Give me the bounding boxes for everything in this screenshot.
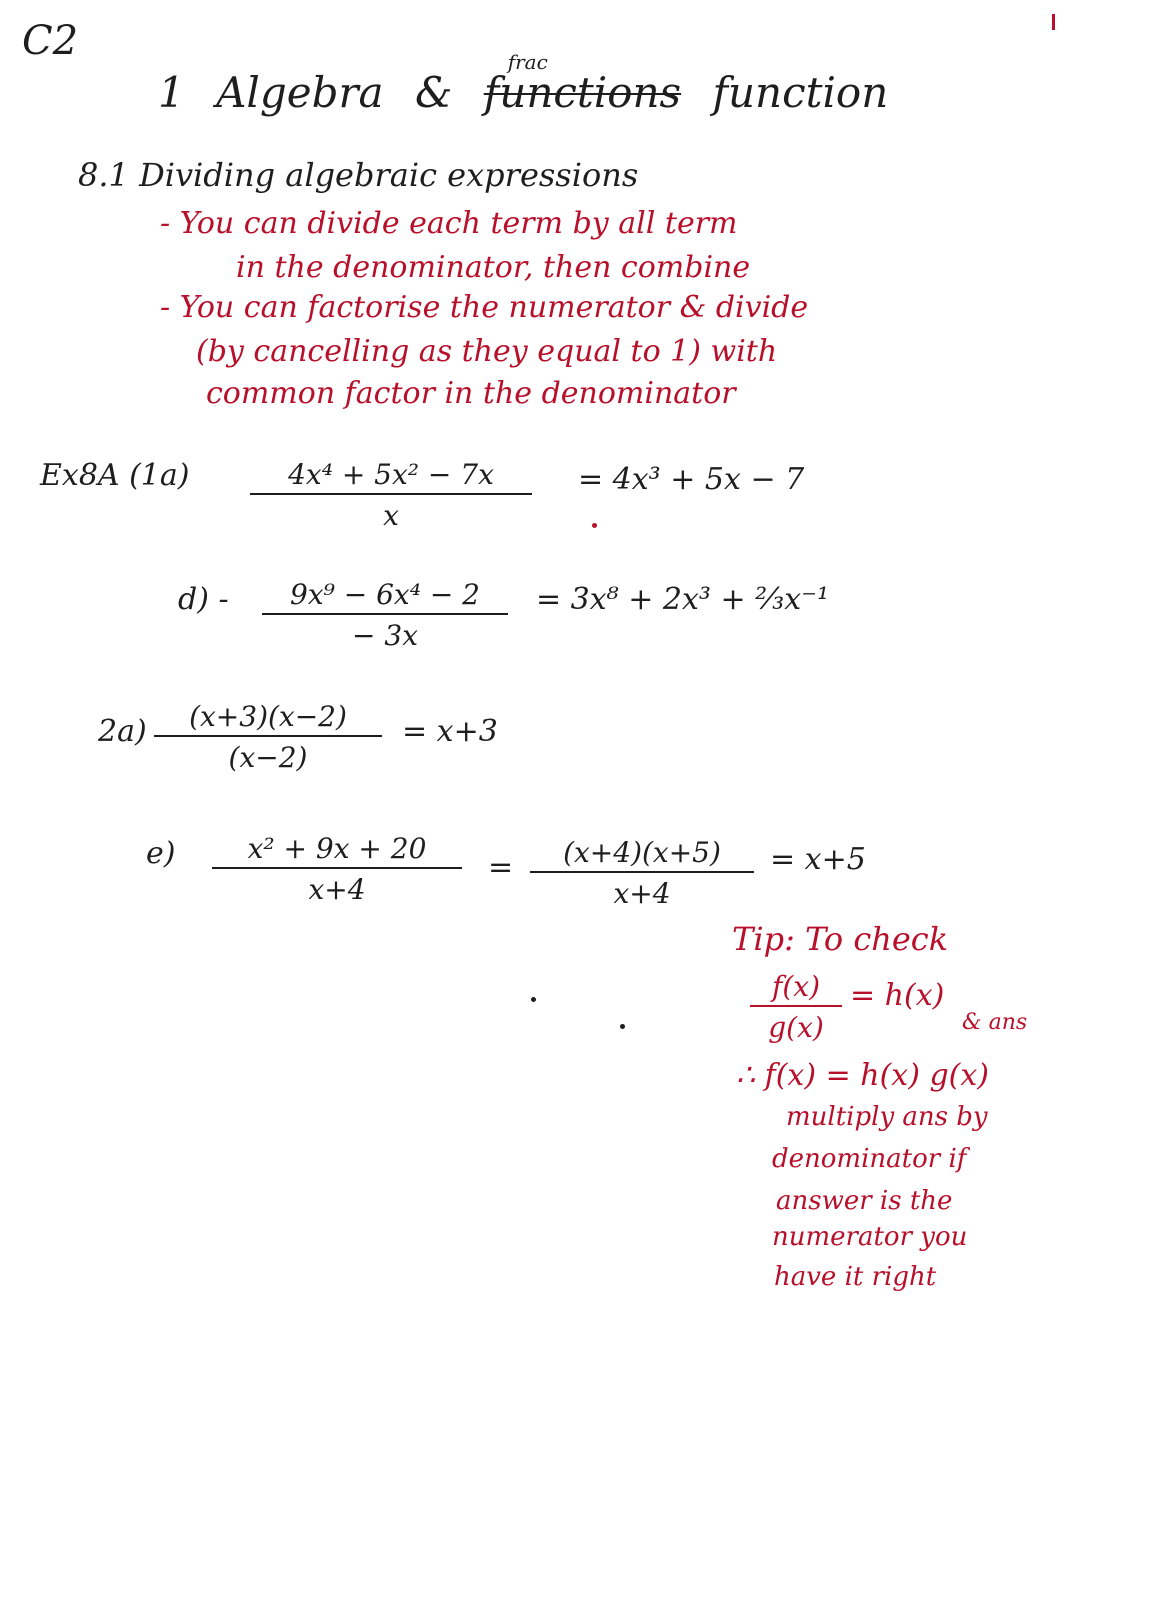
title-algebra: Algebra <box>216 68 384 117</box>
title-ampersand: & <box>414 68 453 117</box>
title-last-word: function <box>712 68 889 117</box>
exercise-2a-result: = x+3 <box>402 714 498 749</box>
tip-fraction <box>750 970 842 1044</box>
note-line-3: - You can factorise the numerator & divide <box>160 290 809 325</box>
exercise-2e-equals: = <box>488 850 514 885</box>
title-struck-word: functions <box>483 68 682 117</box>
exercise-2e-fraction <box>212 832 462 906</box>
exercise-1a-result: = 4x³ + 5x − 7 <box>578 462 805 497</box>
exercise-1a-label: Ex8A (1a) <box>40 458 190 493</box>
corner-label: C2 <box>22 18 79 64</box>
page-title <box>158 50 889 117</box>
note-line-1: - You can divide each term by all term <box>160 206 738 241</box>
tip-fraction-rhs: = h(x) <box>850 978 945 1013</box>
title-inserted-word: frac <box>507 50 548 74</box>
tip-fraction-denominator: g(x) <box>768 1011 824 1044</box>
note-line-2: in the denominator, then combine <box>236 250 751 285</box>
title-number: 1 <box>158 68 185 117</box>
exercise-1d-numerator: 9x⁹ − 6x⁴ − 2 <box>290 578 480 611</box>
exercise-2e-denominator: x+4 <box>308 873 366 906</box>
exercise-1a-denominator: x <box>383 499 399 532</box>
ink-dot <box>592 523 597 528</box>
tip-line-4: answer is the <box>776 1186 953 1216</box>
ink-dot <box>620 1024 625 1029</box>
tip-side-note: & ans <box>962 1010 1028 1035</box>
tip-fraction-numerator: f(x) <box>771 970 820 1003</box>
exercise-2a-label: 2a) <box>98 714 147 749</box>
exercise-2a-numerator: (x+3)(x−2) <box>189 700 347 733</box>
exercise-2a-denominator: (x−2) <box>228 741 308 774</box>
exercise-1d-denominator: − 3x <box>352 619 418 652</box>
tip-line-3: denominator if <box>772 1144 967 1174</box>
section-heading: 8.1 Dividing algebraic expressions <box>78 156 639 194</box>
note-line-4: (by cancelling as they equal to 1) with <box>196 334 778 369</box>
margin-tick <box>1052 14 1055 30</box>
note-line-5: common factor in the denominator <box>206 376 736 411</box>
ink-dot <box>531 997 536 1002</box>
exercise-2a-fraction <box>154 700 382 774</box>
exercise-1d-fraction <box>262 578 508 652</box>
exercise-1a-numerator: 4x⁴ + 5x² − 7x <box>288 458 494 491</box>
tip-heading: Tip: To check <box>732 920 949 958</box>
tip-line-6: have it right <box>774 1262 937 1292</box>
exercise-2e-numerator: x² + 9x + 20 <box>247 832 427 865</box>
exercise-1d-result: = 3x⁸ + 2x³ + ⅔x⁻¹ <box>536 582 830 617</box>
exercise-2e-factorised-numerator: (x+4)(x+5) <box>563 836 721 869</box>
tip-line-5: numerator you <box>772 1222 968 1252</box>
exercise-2e-factorised-denominator: x+4 <box>613 877 671 910</box>
exercise-2e-result: = x+5 <box>770 842 866 877</box>
exercise-2e-label: e) <box>146 836 176 871</box>
exercise-1d-label: d) - <box>178 582 229 617</box>
tip-line-1: ∴ f(x) = h(x) g(x) <box>736 1058 989 1093</box>
tip-line-2: multiply ans by <box>786 1102 988 1132</box>
exercise-2e-factorised-fraction <box>530 836 754 910</box>
exercise-1a-fraction <box>250 458 532 532</box>
